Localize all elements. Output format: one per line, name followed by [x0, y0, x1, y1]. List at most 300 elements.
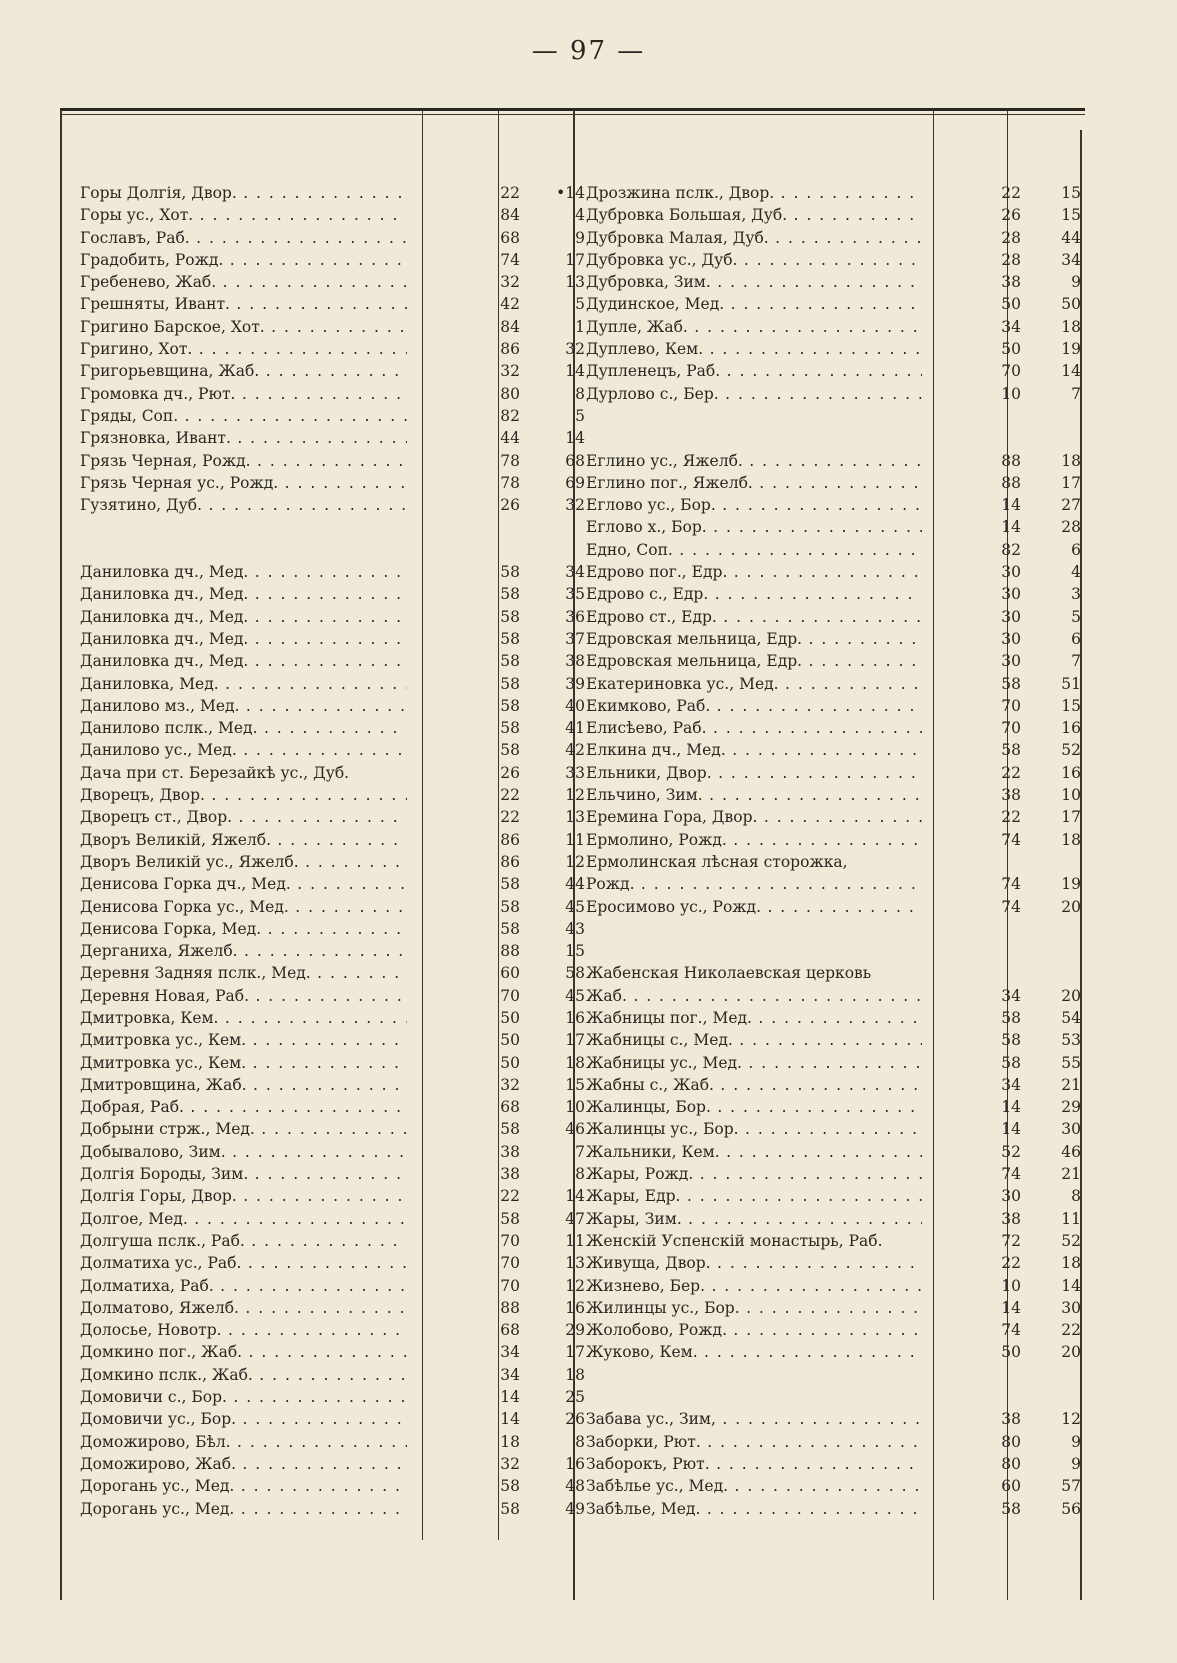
index-entry — [586, 673, 1081, 695]
map-sheet-number: 22 — [1001, 763, 1021, 782]
index-entry — [80, 739, 585, 761]
place-name: Живуща, Двор. . . . — [586, 1252, 922, 1274]
map-sheet-number: 22 — [1001, 1254, 1021, 1273]
place-name: Забѣлье, Мед. . . . — [586, 1498, 922, 1520]
entry-number: 8 — [575, 1432, 585, 1451]
map-sheet-number: 58 — [500, 585, 520, 604]
place-name: Даниловка, Мед. . . . — [80, 673, 407, 695]
index-entry — [586, 450, 1081, 472]
map-sheet-number: 18 — [500, 1432, 520, 1451]
entry-number: 16 — [565, 1298, 585, 1317]
place-name: Едно, Соп. . . . — [586, 539, 922, 561]
entry-number: 16 — [1061, 763, 1081, 782]
map-sheet-number: 58 — [500, 629, 520, 648]
index-entry — [80, 851, 585, 873]
place-name: Дерганиха, Яжелб. . . . — [80, 940, 407, 962]
place-name: Григино, Хот. . . . — [80, 338, 407, 360]
entry-number: 15 — [565, 1075, 585, 1094]
place-name: Грязь Черная ус., Рожд. . . . — [80, 472, 407, 494]
entry-number: 7 — [1071, 384, 1081, 403]
map-sheet-number: 70 — [1001, 719, 1021, 738]
place-name: Едрово пог., Едр. . . . — [586, 561, 922, 583]
entry-number: 42 — [565, 741, 585, 760]
map-sheet-number: 30 — [1001, 1187, 1021, 1206]
map-sheet-number: 82 — [500, 406, 520, 425]
place-name: Деревня Задняя пслк., Мед. . . . — [80, 962, 407, 984]
index-entry — [80, 450, 585, 472]
map-sheet-number: 58 — [500, 696, 520, 715]
entry-number: 40 — [565, 696, 585, 715]
index-entry — [80, 1431, 585, 1453]
entry-number: 15 — [1061, 696, 1081, 715]
entry-number: 12 — [565, 786, 585, 805]
map-sheet-number: 58 — [1001, 1499, 1021, 1518]
index-entry — [80, 673, 585, 695]
index-entry — [586, 204, 1081, 226]
place-name: Домовичи ус., Бор. . . . — [80, 1408, 407, 1430]
map-sheet-number: 10 — [1001, 384, 1021, 403]
map-sheet-number: 72 — [1001, 1231, 1021, 1250]
index-entry — [80, 1252, 585, 1274]
index-entry — [586, 1141, 1081, 1163]
place-name: Заборки, Рют. . . . — [586, 1431, 922, 1453]
index-entry — [80, 806, 585, 828]
entry-number: 11 — [1061, 1209, 1081, 1228]
map-sheet-number: 22 — [500, 184, 520, 202]
map-sheet-number: 58 — [1001, 741, 1021, 760]
index-entry — [80, 940, 585, 962]
index-entry — [586, 472, 1081, 494]
map-sheet-number: 80 — [500, 384, 520, 403]
entry-number: 5 — [575, 406, 585, 425]
entry-number: 14 — [565, 1187, 585, 1206]
index-entry — [80, 985, 585, 1007]
place-name: Гославъ, Раб. . . . — [80, 227, 407, 249]
blank-row — [586, 427, 1066, 449]
index-entry — [586, 338, 1081, 360]
blank-row — [586, 1386, 1066, 1408]
index-entry — [586, 739, 1081, 761]
place-name: Рожд. . . . — [586, 873, 922, 895]
map-sheet-number: 58 — [500, 674, 520, 693]
map-sheet-number: 80 — [1001, 1454, 1021, 1473]
place-name: Ермолино, Рожд. . . . — [586, 829, 922, 851]
place-name: Дупле, Жаб. . . . — [586, 316, 922, 338]
place-name: Денисова Горка, Мед. . . . — [80, 918, 407, 940]
index-entry — [586, 561, 1081, 583]
map-sheet-number: 38 — [1001, 786, 1021, 805]
place-name: Денисова Горка ус., Мед. . . . — [80, 896, 407, 918]
map-sheet-number: 70 — [500, 1231, 520, 1250]
place-name: Ермолинская лѣсная сторожка, — [586, 852, 848, 871]
map-sheet-number: 58 — [500, 607, 520, 626]
entry-number: 56 — [1061, 1499, 1081, 1518]
index-entry — [80, 561, 585, 583]
index-entry — [586, 583, 1081, 605]
index-entry — [80, 650, 585, 672]
entry-number: 35 — [565, 585, 585, 604]
index-entry — [80, 1341, 585, 1363]
place-name: Дрозжина пслк., Двор. . . . — [586, 182, 922, 204]
place-name: Еросимово ус., Рожд. . . . — [586, 896, 922, 918]
map-sheet-number: 14 — [1001, 1098, 1021, 1117]
index-entry — [80, 1007, 585, 1029]
map-sheet-number: 74 — [1001, 1321, 1021, 1340]
index-entry — [586, 1498, 1081, 1520]
index-entry — [586, 695, 1081, 717]
map-sheet-number: 80 — [1001, 1432, 1021, 1451]
place-name: Едрово ст., Едр. . . . — [586, 606, 922, 628]
entry-number: 27 — [1061, 496, 1081, 515]
map-sheet-number: 32 — [500, 1075, 520, 1094]
map-sheet-number: 58 — [1001, 1031, 1021, 1050]
entry-number: 57 — [1061, 1477, 1081, 1496]
place-name: Горы Долгія, Двор. . . . — [80, 182, 407, 204]
index-entry — [80, 316, 585, 338]
map-sheet-number: 14 — [1001, 496, 1021, 515]
index-entry — [80, 338, 585, 360]
place-name: Ельники, Двор. . . . — [586, 762, 922, 784]
place-name: Дубровка Большая, Дуб. . . . — [586, 204, 922, 226]
entry-number: 50 — [1061, 295, 1081, 314]
index-entry — [586, 717, 1081, 739]
entry-number: 37 — [565, 629, 585, 648]
index-entry — [80, 1275, 585, 1297]
place-name: Жизнево, Бер. . . . — [586, 1275, 922, 1297]
index-entry — [80, 762, 585, 784]
entry-number: 21 — [1061, 1165, 1081, 1184]
index-entry — [586, 360, 1081, 382]
map-sheet-number: 78 — [500, 473, 520, 492]
index-entry — [586, 227, 1081, 249]
place-name: Дмитровщина, Жаб. . . . — [80, 1074, 407, 1096]
index-entry — [586, 1453, 1081, 1475]
place-name: Деревня Новая, Раб. . . . — [80, 985, 407, 1007]
place-name: Заборокъ, Рют. . . . — [586, 1453, 922, 1475]
index-entry — [586, 606, 1081, 628]
index-entry — [586, 1074, 1081, 1096]
map-sheet-number: 58 — [500, 919, 520, 938]
entry-number: 49 — [565, 1499, 585, 1518]
index-entry — [586, 1185, 1081, 1207]
map-sheet-number: 26 — [500, 496, 520, 515]
place-name: Дворецъ, Двор. . . . — [80, 784, 407, 806]
place-name: Горы ус., Хот. . . . — [80, 204, 407, 226]
index-entry — [80, 829, 585, 851]
map-sheet-number: 74 — [1001, 830, 1021, 849]
place-name: Жолобово, Рожд. . . . — [586, 1319, 922, 1341]
entry-number: 6 — [1071, 540, 1081, 559]
entry-number: 26 — [565, 1410, 585, 1429]
entry-number: 29 — [565, 1321, 585, 1340]
place-name: Даниловка дч., Мед. . . . — [80, 650, 407, 672]
map-sheet-number: 38 — [1001, 1209, 1021, 1228]
index-entry — [80, 1364, 585, 1386]
index-entry — [80, 427, 585, 449]
entry-number: 29 — [1061, 1098, 1081, 1117]
map-sheet-number: 70 — [1001, 362, 1021, 381]
map-sheet-number: 32 — [500, 362, 520, 381]
index-entry — [586, 784, 1081, 806]
place-name: Едрово с., Едр. . . . — [586, 583, 922, 605]
place-name: Дубровка ус., Дуб. . . . — [586, 249, 922, 271]
map-sheet-number: 26 — [1001, 206, 1021, 225]
page-number: — 97 — — [531, 36, 646, 66]
index-entry — [586, 1408, 1081, 1430]
place-name: Данилово ус., Мед. . . . — [80, 739, 407, 761]
entry-number: 69 — [565, 473, 585, 492]
left-border-line — [60, 110, 62, 1600]
index-entry — [80, 873, 585, 895]
entry-number: 18 — [1061, 830, 1081, 849]
index-entry — [586, 1475, 1081, 1497]
map-sheet-number: 52 — [1001, 1142, 1021, 1161]
map-sheet-number: 58 — [1001, 1053, 1021, 1072]
index-entry — [586, 1319, 1081, 1341]
place-name: Дубровка, Зим. . . . — [586, 271, 922, 293]
index-entry — [586, 1208, 1081, 1230]
index-entry — [80, 1185, 585, 1207]
index-entry — [80, 1408, 585, 1430]
place-name: Дудинское, Мед. . . . — [586, 293, 922, 315]
entry-number: 4 — [575, 206, 585, 225]
place-name: Домовичи с., Бор. . . . — [80, 1386, 407, 1408]
entry-number: 10 — [565, 1098, 585, 1117]
index-entry — [80, 1029, 585, 1051]
place-name: Екимково, Раб. . . . — [586, 695, 922, 717]
place-name: Жуково, Кем. . . . — [586, 1341, 922, 1363]
entry-number: 68 — [565, 451, 585, 470]
map-sheet-number: 50 — [1001, 295, 1021, 314]
entry-number: 7 — [575, 1142, 585, 1161]
entry-number: 33 — [565, 763, 585, 782]
index-entry — [586, 539, 1081, 561]
entry-number: 9 — [1071, 1432, 1081, 1451]
index-entry — [586, 962, 1066, 984]
place-name: Жабенская Николаевская церковь — [586, 964, 872, 983]
map-sheet-number: 74 — [1001, 1165, 1021, 1184]
map-sheet-number: 30 — [1001, 585, 1021, 604]
entry-number: 18 — [565, 1053, 585, 1072]
entry-number: 15 — [1061, 206, 1081, 225]
entry-number: 45 — [565, 897, 585, 916]
entry-number: •14 — [556, 184, 585, 202]
entry-number: 14 — [565, 362, 585, 381]
place-name: Добрая, Раб. . . . — [80, 1096, 407, 1118]
index-entry — [80, 293, 585, 315]
map-sheet-number: 70 — [500, 1254, 520, 1273]
map-sheet-number: 22 — [500, 1187, 520, 1206]
place-name: Жабницы ус., Мед. . . . — [586, 1052, 922, 1074]
entry-number: 15 — [565, 942, 585, 961]
place-name: Жаб. . . . — [586, 985, 922, 1007]
map-sheet-number: 22 — [1001, 808, 1021, 827]
place-name: Жалинцы, Бор. . . . — [586, 1096, 922, 1118]
map-sheet-number: 22 — [500, 786, 520, 805]
map-sheet-number: 78 — [500, 451, 520, 470]
index-entry — [80, 1074, 585, 1096]
entry-number: 1 — [575, 317, 585, 336]
place-name: Дворъ Великій, Яжелб. . . . — [80, 829, 407, 851]
place-name: Жалинцы ус., Бор. . . . — [586, 1118, 922, 1140]
index-entry — [586, 1052, 1081, 1074]
index-entry — [80, 896, 585, 918]
index-entry — [80, 383, 585, 405]
index-entry — [586, 494, 1081, 516]
entry-number: 14 — [1061, 1276, 1081, 1295]
place-name: Забѣлье ус., Мед. . . . — [586, 1475, 922, 1497]
index-entry — [80, 1052, 585, 1074]
index-entry — [586, 1118, 1081, 1140]
index-entry — [586, 1096, 1081, 1118]
entry-number: 46 — [1061, 1142, 1081, 1161]
entry-number: 12 — [565, 1276, 585, 1295]
map-sheet-number: 58 — [1001, 1008, 1021, 1027]
place-name: Дворецъ ст., Двор. . . . — [80, 806, 407, 828]
index-entry — [586, 271, 1081, 293]
index-entry — [586, 1431, 1081, 1453]
entry-number: 16 — [565, 1454, 585, 1473]
map-sheet-number: 10 — [1001, 1276, 1021, 1295]
map-sheet-number: 38 — [1001, 273, 1021, 292]
place-name: Жары, Зим. . . . — [586, 1208, 922, 1230]
entry-number: 46 — [565, 1120, 585, 1139]
place-name: Долосье, Новотр. . . . — [80, 1319, 407, 1341]
entry-number: 3 — [1071, 585, 1081, 604]
map-sheet-number: 30 — [1001, 652, 1021, 671]
entry-number: 10 — [1061, 786, 1081, 805]
map-sheet-number: 50 — [500, 1053, 520, 1072]
place-name: Еглово ус., Бор. . . . — [586, 494, 922, 516]
index-entry — [586, 985, 1081, 1007]
index-entry — [586, 650, 1081, 672]
entry-number: 14 — [1061, 362, 1081, 381]
index-entry — [586, 1341, 1081, 1363]
index-entry — [80, 962, 585, 984]
entry-number: 6 — [1071, 629, 1081, 648]
place-name: Грешняты, Ивант. . . . — [80, 293, 407, 315]
place-name: Доможирово, Бѣл. . . . — [80, 1431, 407, 1453]
place-name: Добывалово, Зим. . . . — [80, 1141, 407, 1163]
entry-number: 20 — [1061, 986, 1081, 1005]
blank-row — [80, 539, 560, 561]
map-sheet-number: 58 — [500, 875, 520, 894]
entry-number: 16 — [565, 1008, 585, 1027]
index-entry — [586, 293, 1081, 315]
index-entry — [80, 1208, 585, 1230]
index-entry — [586, 516, 1081, 538]
place-name: Гузятино, Дуб. . . . — [80, 494, 407, 516]
entry-number: 13 — [565, 808, 585, 827]
map-sheet-number: 50 — [1001, 340, 1021, 359]
index-entry — [586, 383, 1081, 405]
index-entry — [80, 227, 585, 249]
map-sheet-number: 86 — [500, 852, 520, 871]
place-name: Забава ус., Зим, . . . — [586, 1408, 922, 1430]
map-sheet-number: 58 — [500, 741, 520, 760]
map-sheet-number: 34 — [500, 1365, 520, 1384]
place-name: Гребенево, Жаб. . . . — [80, 271, 407, 293]
entry-number: 17 — [565, 250, 585, 269]
place-name: Жабны с., Жаб. . . . — [586, 1074, 922, 1096]
map-sheet-number: 86 — [500, 340, 520, 359]
map-sheet-number: 34 — [1001, 1075, 1021, 1094]
place-name: Денисова Горка дч., Мед. . . . — [80, 873, 407, 895]
entry-number: 32 — [565, 496, 585, 515]
map-sheet-number: 30 — [1001, 563, 1021, 582]
entry-number: 13 — [565, 1254, 585, 1273]
index-entry — [586, 1163, 1081, 1185]
index-entry — [80, 695, 585, 717]
entry-number: 44 — [565, 875, 585, 894]
place-name: Елкина дч., Мед. . . . — [586, 739, 922, 761]
map-sheet-number: 32 — [500, 1454, 520, 1473]
map-sheet-number: 74 — [1001, 897, 1021, 916]
map-sheet-number: 70 — [500, 986, 520, 1005]
index-entry — [80, 606, 585, 628]
index-entry — [80, 182, 585, 204]
map-sheet-number: 84 — [500, 206, 520, 225]
map-sheet-number: 32 — [500, 273, 520, 292]
blank-row — [80, 516, 560, 538]
place-name: Дубровка Малая, Дуб. . . . — [586, 227, 922, 249]
index-entry — [586, 1230, 1081, 1252]
place-name: Даниловка дч., Мед. . . . — [80, 606, 407, 628]
entry-number: 41 — [565, 719, 585, 738]
entry-number: 15 — [1061, 184, 1081, 202]
place-name: Дворъ Великій ус., Яжелб. . . . — [80, 851, 407, 873]
map-sheet-number: 14 — [1001, 1120, 1021, 1139]
place-name: Дорогань ус., Мед. . . . — [80, 1475, 407, 1497]
map-sheet-number: 22 — [1001, 184, 1021, 202]
entry-number: 19 — [1061, 875, 1081, 894]
entry-number: 9 — [1071, 273, 1081, 292]
place-name: Домкино пог., Жаб. . . . — [80, 1341, 407, 1363]
index-entry — [80, 472, 585, 494]
place-name: Жары, Рожд. . . . — [586, 1163, 922, 1185]
place-name: Елисѣево, Раб. . . . — [586, 717, 922, 739]
entry-number: 18 — [1061, 451, 1081, 470]
place-name: Екатериновка ус., Мед. . . . — [586, 673, 922, 695]
place-name: Долматово, Яжелб. . . . — [80, 1297, 407, 1319]
place-name: Доможирово, Жаб. . . . — [80, 1453, 407, 1475]
place-name: Дмитровка, Кем. . . . — [80, 1007, 407, 1029]
index-entry — [80, 1319, 585, 1341]
index-entry — [80, 405, 585, 427]
index-entry — [586, 762, 1081, 784]
place-name: Данилово мз., Мед. . . . — [80, 695, 407, 717]
map-sheet-number: 14 — [1001, 1298, 1021, 1317]
place-name: Долматиха, Раб. . . . — [80, 1275, 407, 1297]
map-sheet-number: 74 — [500, 250, 520, 269]
place-name: Данилово пслк., Мед. . . . — [80, 717, 407, 739]
map-sheet-number: 58 — [500, 563, 520, 582]
map-sheet-number: 14 — [500, 1388, 520, 1407]
place-name: Жабницы с., Мед. . . . — [586, 1029, 922, 1051]
index-entry — [586, 1275, 1081, 1297]
index-entry — [80, 1163, 585, 1185]
index-entry — [80, 583, 585, 605]
entry-number: 7 — [1071, 652, 1081, 671]
index-entry — [80, 1141, 585, 1163]
place-name: Едровская мельница, Едр. . . . — [586, 650, 922, 672]
index-entry — [80, 360, 585, 382]
place-name: Жальники, Кем. . . . — [586, 1141, 922, 1163]
entry-number: 53 — [1061, 1031, 1081, 1050]
map-sheet-number: 50 — [1001, 1343, 1021, 1362]
place-name: Григино Барское, Хот. . . . — [80, 316, 407, 338]
place-name: Еглово х., Бор. . . . — [586, 516, 922, 538]
